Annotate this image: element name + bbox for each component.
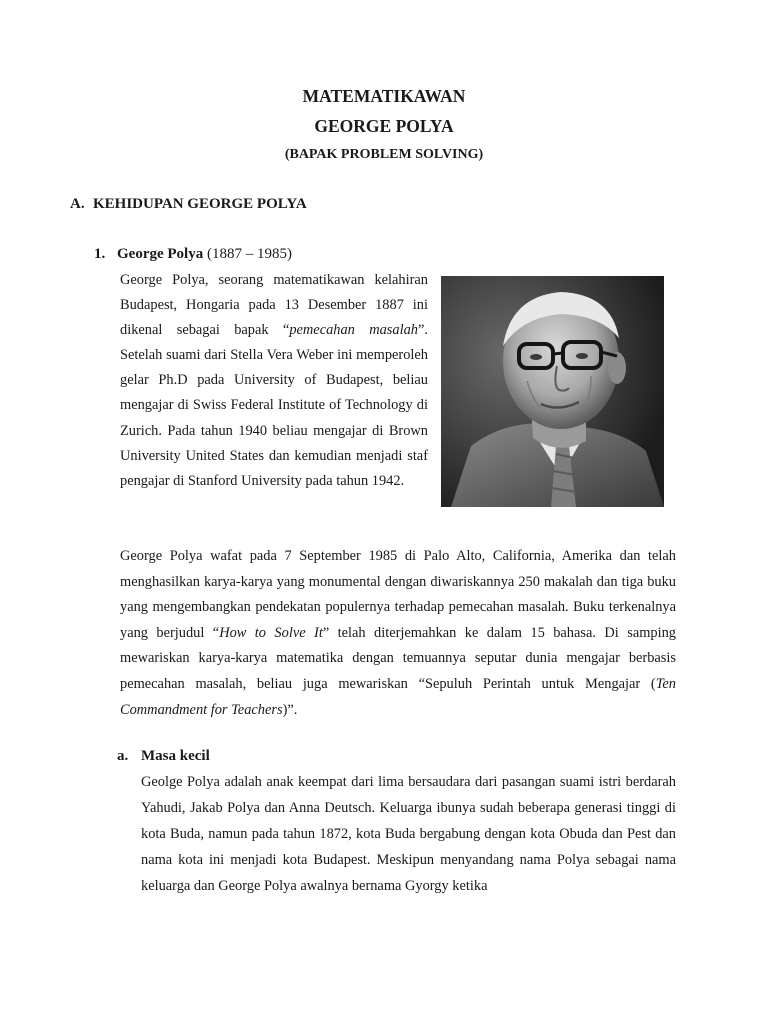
commandment-title: Ten Commandment for Teachers bbox=[120, 675, 676, 718]
subsection-a-title: Masa kecil bbox=[141, 748, 210, 764]
section-a-heading bbox=[70, 196, 307, 213]
para1-italic-term: pemecahan masalah bbox=[289, 322, 418, 339]
george-polya-portrait bbox=[441, 276, 664, 507]
item-1-heading bbox=[94, 246, 292, 263]
subtitle: (BAPAK PROBLEM SOLVING) bbox=[284, 147, 484, 162]
title-line-1: MATEMATIKAWAN bbox=[302, 86, 466, 106]
item-1-number: 1. bbox=[94, 246, 106, 262]
book-title: How to Solve It bbox=[219, 624, 323, 641]
title-line-2: GEORGE POLYA bbox=[314, 116, 454, 136]
item-1-name: George Polya bbox=[117, 246, 204, 262]
biography-paragraph-2 bbox=[120, 544, 676, 723]
para2-text-after: )”. bbox=[282, 701, 298, 718]
para2-text-middle: ” telah diterjemahkan ke dalam 15 bahasa. Di samping mewariskan karya-karya matematika dengan temuannya seputar dunia mengajar berbasis pemecahan masalah, beliau juga mewariskan “Sepuluh Perintah untuk Mengajar ( bbox=[120, 624, 676, 692]
para1-text-before: George Polya, seorang matematikawan kelahiran Budapest, Hongaria pada 13 Desember 1887 ini dikenal sebagai bapak “ bbox=[120, 272, 428, 339]
subsection-a-heading bbox=[117, 748, 210, 765]
section-a-title: KEHIDUPAN GEORGE POLYA bbox=[93, 196, 307, 212]
childhood-paragraph: Geolge Polya adalah anak keempat dari lima bersaudara dari pasangan suami istri berdarah Yahudi, Jakab Polya dan Anna Deutsch. Keluarga ibunya sudah beberapa generasi tinggi di kota Buda, namun pada tahun 1872, kota Buda bergabung dengan kota Obuda dan Pest dan nama kota ini menjadi kota Budapest. Meskipun menyandang nama Polya sebagai nama keluarga dan George Polya awalnya bernama Gyorgy ketika bbox=[141, 774, 676, 894]
para1-text-after: ”. Setelah suami dari Stella Vera Weber ini memperoleh gelar Ph.D pada University of Budapest, beliau mengajar di Swiss Federal Institute of Technology di Zurich. Pada tahun 1940 beliau mengajar di Brown University United States dan kemudian menjadi staf pengajar di Stanford University pada tahun 1942. bbox=[120, 322, 428, 489]
section-a-number: A. bbox=[70, 196, 85, 212]
item-1-years: (1887 – 1985) bbox=[203, 246, 292, 262]
biography-paragraph-1 bbox=[120, 268, 428, 494]
subsection-a-number: a. bbox=[117, 748, 129, 764]
para2-text-before: George Polya wafat pada 7 September 1985 di Palo Alto, California, Amerika dan telah menghasilkan karya-karya yang monumental dengan diwariskannya 250 makalah dan tiga buku yang mengembangkan pendekatan populernya terhadap pemecahan masalah. Buku terkenalnya yang berjudul “ bbox=[120, 548, 676, 641]
